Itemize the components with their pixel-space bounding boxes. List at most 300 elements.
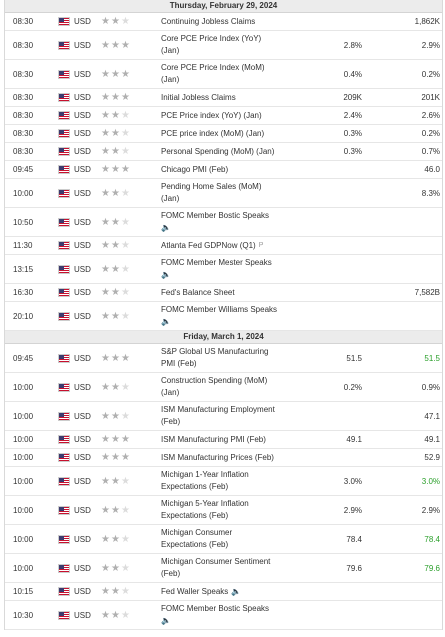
star-icon: ★: [120, 533, 130, 545]
forecast-value: 0.3%: [343, 147, 362, 156]
us-flag-icon: [58, 41, 70, 50]
event-name[interactable]: [161, 255, 309, 283]
us-flag-icon: [58, 143, 70, 160]
event-name-text: FOMC Member Mester Speaks: [161, 258, 272, 267]
importance-stars: [101, 284, 131, 301]
event-name-line: [161, 586, 241, 598]
event-name-text: Atlanta Fed GDPNow (Q1): [161, 240, 256, 250]
currency-code: USD: [74, 411, 91, 421]
forecast-value: 2.9%: [343, 505, 362, 515]
event-name-line: [161, 181, 261, 193]
event-time: 10:15: [13, 587, 34, 596]
forecast-value: [312, 13, 362, 30]
importance-stars: [101, 554, 131, 582]
event-name-text: (Feb): [161, 417, 181, 426]
event-name-line: [161, 33, 261, 45]
speaker-icon: 🔈: [231, 586, 242, 596]
previous-value: 2.9%: [421, 505, 440, 515]
event-name-text: Fed Waller Speaks: [161, 586, 229, 596]
event-name[interactable]: [161, 373, 309, 401]
importance-stars: [101, 60, 131, 88]
us-flag-icon: [58, 312, 70, 321]
star-icon: ★: [101, 164, 110, 175]
star-icon: ★: [101, 504, 110, 516]
calendar-row[interactable]: [5, 161, 442, 179]
event-name-text: Michigan 1-Year Inflation: [161, 470, 249, 479]
importance-stars: [101, 402, 131, 430]
event-name[interactable]: [161, 237, 309, 254]
previous-value: 51.5: [424, 353, 440, 363]
star-icon: ★: [110, 533, 120, 545]
star-icon: ★: [110, 475, 120, 487]
event-time: 10:00: [13, 453, 34, 462]
us-flag-icon: [58, 107, 70, 124]
event-time: 08:30: [13, 111, 34, 120]
us-flag-icon: [58, 412, 70, 421]
star-icon: ★: [120, 562, 130, 574]
us-flag-icon: [58, 453, 70, 462]
us-flag-icon: [58, 583, 70, 600]
star-icon: ★: [110, 68, 120, 80]
star-icon: ★: [110, 504, 120, 516]
star-icon: ★: [101, 475, 110, 487]
event-name[interactable]: [161, 31, 309, 59]
star-icon: ★: [120, 128, 130, 139]
event-name[interactable]: [161, 431, 309, 448]
previous-value: 49.1: [424, 435, 440, 444]
forecast-value: 0.2%: [343, 382, 362, 392]
event-name-text: Continuing Jobless Claims: [161, 16, 256, 26]
event-name-text: ISM Manufacturing Employment: [161, 405, 275, 414]
event-name-line: [161, 304, 277, 316]
economic-calendar: [4, 0, 443, 630]
event-name-text: PCE Price index (YoY) (Jan): [161, 110, 262, 120]
currency-code: USD: [74, 311, 91, 321]
star-icon: ★: [101, 533, 110, 545]
importance-stars: [101, 496, 131, 524]
us-flag-icon: [58, 431, 70, 448]
us-flag-icon: [58, 496, 70, 524]
star-icon: ★: [101, 263, 110, 275]
event-name-line: [161, 164, 228, 176]
calendar-row[interactable]: [5, 431, 442, 449]
event-name-text: Michigan Consumer: [161, 528, 233, 537]
event-name-line: [161, 539, 228, 551]
calendar-row[interactable]: [5, 554, 442, 583]
us-flag-icon: [58, 189, 70, 198]
star-icon: ★: [110, 39, 120, 51]
event-name[interactable]: [161, 496, 309, 524]
event-name-line: [161, 92, 236, 104]
event-name-text: FOMC Member Bostic Speaks: [161, 211, 270, 220]
event-name[interactable]: [161, 284, 309, 301]
star-icon: ★: [120, 434, 130, 445]
event-time: 10:00: [13, 435, 34, 444]
event-name-line: [161, 45, 179, 57]
event-name[interactable]: [161, 60, 309, 88]
event-name[interactable]: [161, 583, 309, 600]
event-name-line: [161, 527, 232, 539]
us-flag-icon: [58, 125, 70, 142]
calendar-row[interactable]: [5, 13, 442, 31]
star-icon: ★: [110, 562, 120, 574]
event-name[interactable]: [161, 449, 309, 466]
star-icon: ★: [101, 92, 110, 103]
star-icon: ★: [120, 68, 130, 80]
importance-stars: [101, 449, 131, 466]
us-flag-icon: [58, 89, 70, 106]
us-flag-icon: [58, 161, 70, 178]
event-name[interactable]: [161, 601, 309, 629]
star-icon: ★: [101, 562, 110, 574]
star-icon: ★: [120, 164, 130, 175]
us-flag-icon: [58, 611, 70, 620]
forecast-value: 51.5: [346, 353, 362, 363]
us-flag-icon: [58, 93, 70, 102]
calendar-row[interactable]: [5, 31, 442, 60]
us-flag-icon: [58, 284, 70, 301]
us-flag-icon: [58, 344, 70, 372]
speaker-icon: 🔈: [161, 616, 171, 625]
us-flag-icon: [58, 354, 70, 363]
calendar-row[interactable]: [5, 284, 442, 302]
star-icon: ★: [120, 504, 130, 516]
star-icon: ★: [120, 39, 130, 51]
previous-value: [380, 601, 440, 629]
calendar-row[interactable]: [5, 601, 442, 630]
event-name-text: (Jan): [161, 75, 180, 84]
star-icon: ★: [110, 164, 120, 175]
event-time: 08:30: [13, 69, 34, 79]
star-icon: ★: [101, 146, 110, 157]
calendar-row[interactable]: [5, 237, 442, 255]
star-icon: ★: [110, 352, 120, 364]
star-icon: ★: [110, 128, 120, 139]
us-flag-icon: [58, 13, 70, 30]
currency-code: USD: [74, 353, 91, 363]
importance-stars: [101, 255, 131, 283]
importance-stars: [101, 107, 131, 124]
event-name[interactable]: [161, 13, 309, 30]
event-name[interactable]: [161, 125, 309, 142]
calendar-row[interactable]: [5, 89, 442, 107]
previous-value: 47.1: [424, 411, 440, 421]
event-name-line: [161, 128, 264, 140]
star-icon: ★: [101, 240, 110, 251]
calendar-row[interactable]: [5, 302, 442, 331]
importance-stars: [101, 373, 131, 401]
event-time: 08:30: [13, 93, 34, 102]
event-name[interactable]: [161, 302, 309, 330]
currency-code: USD: [74, 17, 91, 26]
us-flag-icon: [58, 129, 70, 138]
previous-value: 2.6%: [421, 111, 440, 120]
us-flag-icon: [58, 147, 70, 156]
event-name-line: [161, 498, 249, 510]
star-icon: ★: [120, 110, 130, 121]
us-flag-icon: [58, 60, 70, 88]
calendar-row[interactable]: [5, 402, 442, 431]
calendar-row[interactable]: [5, 208, 442, 237]
previous-value: 201K: [421, 93, 440, 102]
event-name-line: [161, 146, 274, 158]
us-flag-icon: [58, 288, 70, 297]
star-icon: ★: [101, 187, 110, 199]
speaker-icon: 🔈: [161, 270, 171, 279]
previous-value: 3.0%: [421, 476, 440, 486]
currency-code: USD: [74, 217, 91, 227]
event-name-line: [161, 62, 265, 74]
previous-value: 78.4: [424, 534, 440, 544]
currency-code: USD: [74, 40, 91, 50]
importance-stars: [101, 237, 131, 254]
star-icon: ★: [120, 16, 130, 27]
calendar-row[interactable]: [5, 496, 442, 525]
event-name[interactable]: [161, 525, 309, 553]
calendar-row[interactable]: [5, 467, 442, 496]
event-name-text: FOMC Member Bostic Speaks: [161, 604, 270, 613]
us-flag-icon: [58, 241, 70, 250]
event-time: 10:00: [13, 411, 34, 421]
importance-stars: [101, 125, 131, 142]
star-icon: ★: [110, 586, 120, 597]
event-name-line: [161, 240, 263, 252]
us-flag-icon: [58, 402, 70, 430]
event-time: 10:00: [13, 534, 34, 544]
event-name[interactable]: [161, 208, 309, 236]
forecast-value: [312, 601, 362, 629]
event-name[interactable]: [161, 467, 309, 495]
previous-value: 79.6: [424, 563, 440, 573]
event-name-line: [161, 110, 262, 122]
previous-value: 0.2%: [421, 69, 440, 79]
currency-code: USD: [74, 534, 91, 544]
star-icon: ★: [120, 146, 130, 157]
star-icon: ★: [101, 410, 110, 422]
event-name-line: [161, 416, 180, 428]
event-name[interactable]: [161, 554, 309, 582]
previous-value: 2.9%: [421, 40, 440, 50]
star-icon: ★: [101, 216, 110, 228]
us-flag-icon: [58, 265, 70, 274]
star-icon: ★: [110, 287, 120, 298]
event-time: 09:45: [13, 165, 34, 174]
star-icon: ★: [120, 381, 130, 393]
event-name[interactable]: [161, 143, 309, 160]
previous-value: [380, 583, 440, 600]
event-name-text: Michigan Consumer Sentiment: [161, 557, 271, 566]
star-icon: ★: [110, 110, 120, 121]
event-name-line: [161, 375, 267, 387]
day-header: Thursday, February 29, 2024: [5, 0, 442, 13]
event-name[interactable]: [161, 107, 309, 124]
star-icon: ★: [110, 16, 120, 27]
calendar-row[interactable]: [5, 60, 442, 89]
us-flag-icon: [58, 435, 70, 444]
event-name-text: ISM Manufacturing Prices (Feb): [161, 452, 274, 462]
star-icon: ★: [120, 410, 130, 422]
currency-code: USD: [74, 587, 91, 596]
event-name[interactable]: [161, 402, 309, 430]
event-name-line: [161, 74, 179, 86]
us-flag-icon: [58, 601, 70, 629]
currency-code: USD: [74, 505, 91, 515]
currency-code: USD: [74, 264, 91, 274]
speaker-icon: 🔈: [161, 223, 171, 232]
event-name-line: [161, 404, 275, 416]
event-name[interactable]: [161, 179, 309, 207]
currency-code: USD: [74, 610, 91, 620]
event-time: 09:45: [13, 353, 34, 363]
event-name-line: [161, 316, 171, 328]
preliminary-badge: P: [258, 241, 264, 249]
forecast-value: [312, 237, 362, 254]
star-icon: ★: [101, 381, 110, 393]
calendar-row[interactable]: [5, 583, 442, 601]
previous-value: [380, 302, 440, 330]
forecast-value: 79.6: [346, 563, 362, 573]
event-name-text: (Jan): [161, 388, 180, 397]
star-icon: ★: [120, 263, 130, 275]
star-icon: ★: [101, 68, 110, 80]
event-time: 10:00: [13, 563, 34, 573]
forecast-value: 78.4: [346, 534, 362, 544]
us-flag-icon: [58, 535, 70, 544]
star-icon: ★: [110, 452, 120, 463]
us-flag-icon: [58, 302, 70, 330]
event-name[interactable]: [161, 344, 309, 372]
star-icon: ★: [101, 352, 110, 364]
event-name-line: [161, 387, 179, 399]
currency-code: USD: [74, 93, 91, 102]
calendar-row[interactable]: [5, 179, 442, 208]
event-name-line: [161, 481, 228, 493]
star-icon: ★: [101, 110, 110, 121]
us-flag-icon: [58, 70, 70, 79]
previous-value: 52.9: [424, 453, 440, 462]
us-flag-icon: [58, 17, 70, 26]
event-name[interactable]: [161, 89, 309, 106]
event-time: 10:00: [13, 476, 34, 486]
calendar-row[interactable]: [5, 143, 442, 161]
event-time: 08:30: [13, 17, 34, 26]
calendar-row[interactable]: [5, 373, 442, 402]
forecast-value: [312, 284, 362, 301]
importance-stars: [101, 89, 131, 106]
star-icon: ★: [110, 146, 120, 157]
us-flag-icon: [58, 111, 70, 120]
currency-code: USD: [74, 129, 91, 138]
star-icon: ★: [101, 128, 110, 139]
currency-code: USD: [74, 382, 91, 392]
forecast-value: 209K: [343, 93, 362, 102]
us-flag-icon: [58, 587, 70, 596]
previous-value: 0.7%: [421, 147, 440, 156]
forecast-value: 49.1: [346, 435, 362, 444]
star-icon: ★: [120, 452, 130, 463]
event-name-line: [161, 469, 249, 481]
star-icon: ★: [120, 92, 130, 103]
event-time: 08:30: [13, 147, 34, 156]
star-icon: ★: [110, 187, 120, 199]
importance-stars: [101, 161, 131, 178]
event-name-line: [161, 193, 179, 205]
star-icon: ★: [120, 216, 130, 228]
importance-stars: [101, 13, 131, 30]
star-icon: ★: [110, 263, 120, 275]
calendar-row[interactable]: [5, 255, 442, 284]
event-time: 13:15: [13, 264, 34, 274]
event-name-line: [161, 16, 255, 28]
calendar-row[interactable]: [5, 449, 442, 467]
forecast-value: 0.3%: [343, 129, 362, 138]
calendar-row[interactable]: [5, 525, 442, 554]
event-name-text: Personal Spending (MoM) (Jan): [161, 146, 275, 156]
currency-code: USD: [74, 453, 91, 462]
importance-stars: [101, 302, 131, 330]
event-time: 10:50: [13, 217, 34, 227]
star-icon: ★: [101, 609, 110, 621]
previous-value: 0.2%: [421, 129, 440, 138]
star-icon: ★: [101, 310, 110, 322]
previous-value: [380, 255, 440, 283]
us-flag-icon: [58, 564, 70, 573]
event-name-line: [161, 346, 268, 358]
day-header: Friday, March 1, 2024: [5, 331, 442, 344]
previous-value: 8.3%: [421, 188, 440, 198]
star-icon: ★: [120, 586, 130, 597]
event-name[interactable]: [161, 161, 309, 178]
star-icon: ★: [120, 352, 130, 364]
event-name-line: [161, 452, 274, 464]
event-name-text: (Jan): [161, 46, 180, 55]
forecast-value: 0.4%: [343, 69, 362, 79]
event-name-line: [161, 556, 270, 568]
event-name-text: Expectations (Feb): [161, 511, 229, 520]
event-time: 10:00: [13, 382, 34, 392]
us-flag-icon: [58, 218, 70, 227]
calendar-row[interactable]: [5, 125, 442, 143]
forecast-value: [312, 208, 362, 236]
event-name-line: [161, 222, 171, 234]
us-flag-icon: [58, 165, 70, 174]
event-time: 16:30: [13, 288, 34, 297]
us-flag-icon: [58, 255, 70, 283]
star-icon: ★: [110, 410, 120, 422]
us-flag-icon: [58, 383, 70, 392]
event-name-text: Michigan 5-Year Inflation: [161, 499, 249, 508]
event-name-text: Core PCE Price Index (YoY): [161, 34, 262, 43]
star-icon: ★: [110, 216, 120, 228]
us-flag-icon: [58, 179, 70, 207]
importance-stars: [101, 431, 131, 448]
star-icon: ★: [120, 609, 130, 621]
currency-code: USD: [74, 147, 91, 156]
forecast-value: [312, 302, 362, 330]
event-name-text: (Jan): [161, 194, 180, 203]
previous-value: 0.9%: [421, 382, 440, 392]
importance-stars: [101, 525, 131, 553]
star-icon: ★: [101, 287, 110, 298]
star-icon: ★: [120, 187, 130, 199]
star-icon: ★: [101, 16, 110, 27]
forecast-value: 2.8%: [343, 40, 362, 50]
forecast-value: [312, 449, 362, 466]
star-icon: ★: [110, 310, 120, 322]
calendar-row[interactable]: [5, 344, 442, 373]
forecast-value: 3.0%: [343, 476, 362, 486]
calendar-row[interactable]: [5, 107, 442, 125]
